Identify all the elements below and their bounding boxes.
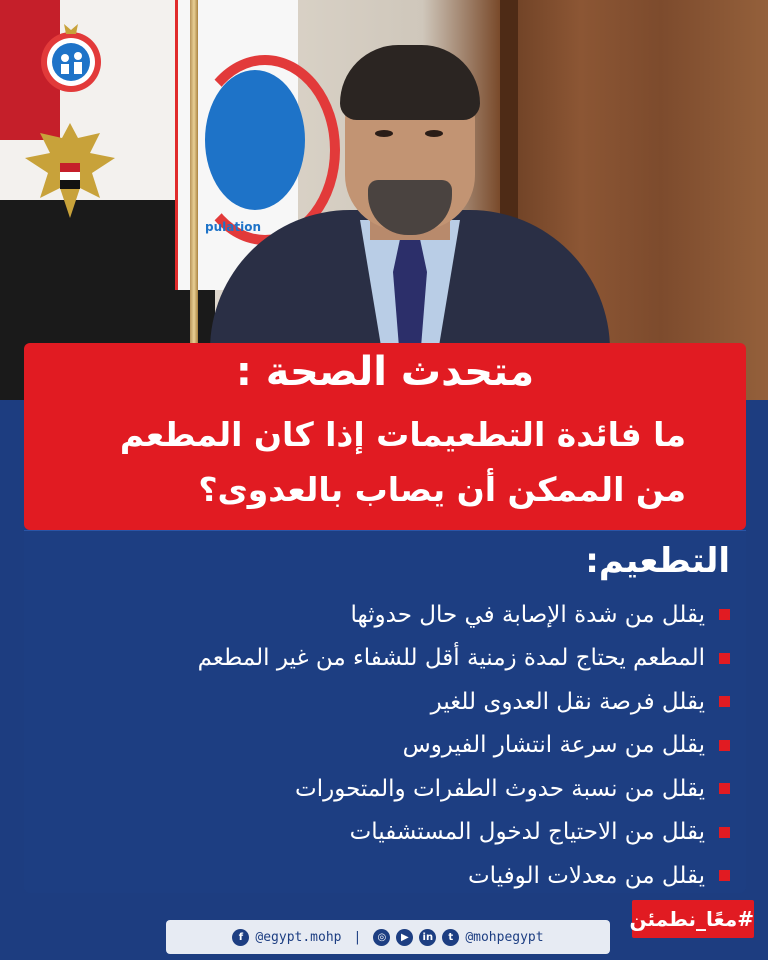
list-item-text: المطعم يحتاج لمدة زمنية أقل للشفاء من غير المطعم	[197, 645, 705, 672]
footer-divider: |	[353, 929, 362, 945]
title-box	[24, 343, 746, 530]
facebook-icon[interactable]: f	[232, 929, 249, 946]
banner-text: pulation	[205, 220, 261, 234]
list-item	[40, 593, 730, 637]
list-item	[40, 724, 730, 768]
right-eye	[425, 130, 443, 137]
list-item	[40, 767, 730, 811]
list-item-text: يقلل من سرعة انتشار الفيروس	[402, 732, 705, 759]
youtube-icon[interactable]: ▶	[396, 929, 413, 946]
eagle-of-saladin-icon	[20, 118, 120, 228]
question-line-1: ما فائدة التطعيمات إذا كان المطعم	[119, 415, 686, 454]
list-item-text: يقلل فرصة نقل العدوى للغير	[430, 688, 705, 715]
list-item	[40, 854, 730, 898]
bullet-square-icon	[719, 783, 730, 794]
bullet-square-icon	[719, 609, 730, 620]
bullet-square-icon	[719, 740, 730, 751]
hashtag-badge: #معًا_نطمئن	[632, 900, 754, 938]
list-item-text: يقلل من شدة الإصابة في حال حدوثها	[350, 601, 705, 628]
ministry-logo-icon	[38, 20, 104, 96]
bullet-square-icon	[719, 870, 730, 881]
linkedin-icon[interactable]: in	[419, 929, 436, 946]
list-item	[40, 680, 730, 724]
list-item	[40, 811, 730, 855]
flag-pole	[190, 0, 198, 360]
bullet-square-icon	[719, 696, 730, 707]
bullet-square-icon	[719, 827, 730, 838]
hair	[340, 45, 480, 120]
left-eye	[375, 130, 393, 137]
page-title: متحدث الصحة :	[235, 349, 535, 395]
question-line-2: من الممكن أن يصاب بالعدوى؟	[198, 470, 686, 509]
twitter-icon[interactable]: t	[442, 929, 459, 946]
list-item-text: يقلل من نسبة حدوث الطفرات والمتحورات	[295, 775, 705, 802]
list-heading: التطعيم:	[585, 541, 730, 581]
social-handle[interactable]: @mohpegypt	[465, 929, 544, 945]
list-item-text: يقلل من الاحتياج لدخول المستشفيات	[349, 819, 705, 846]
header-photo	[0, 0, 768, 400]
facebook-handle[interactable]: @egypt.mohp	[255, 929, 342, 945]
list-item-text: يقلل من معدلات الوفيات	[468, 862, 705, 889]
benefits-box	[24, 530, 746, 893]
instagram-icon[interactable]: ◎	[373, 929, 390, 946]
bullet-square-icon	[719, 653, 730, 664]
benefits-list	[40, 593, 730, 898]
social-footer	[166, 920, 610, 954]
list-item	[40, 637, 730, 681]
